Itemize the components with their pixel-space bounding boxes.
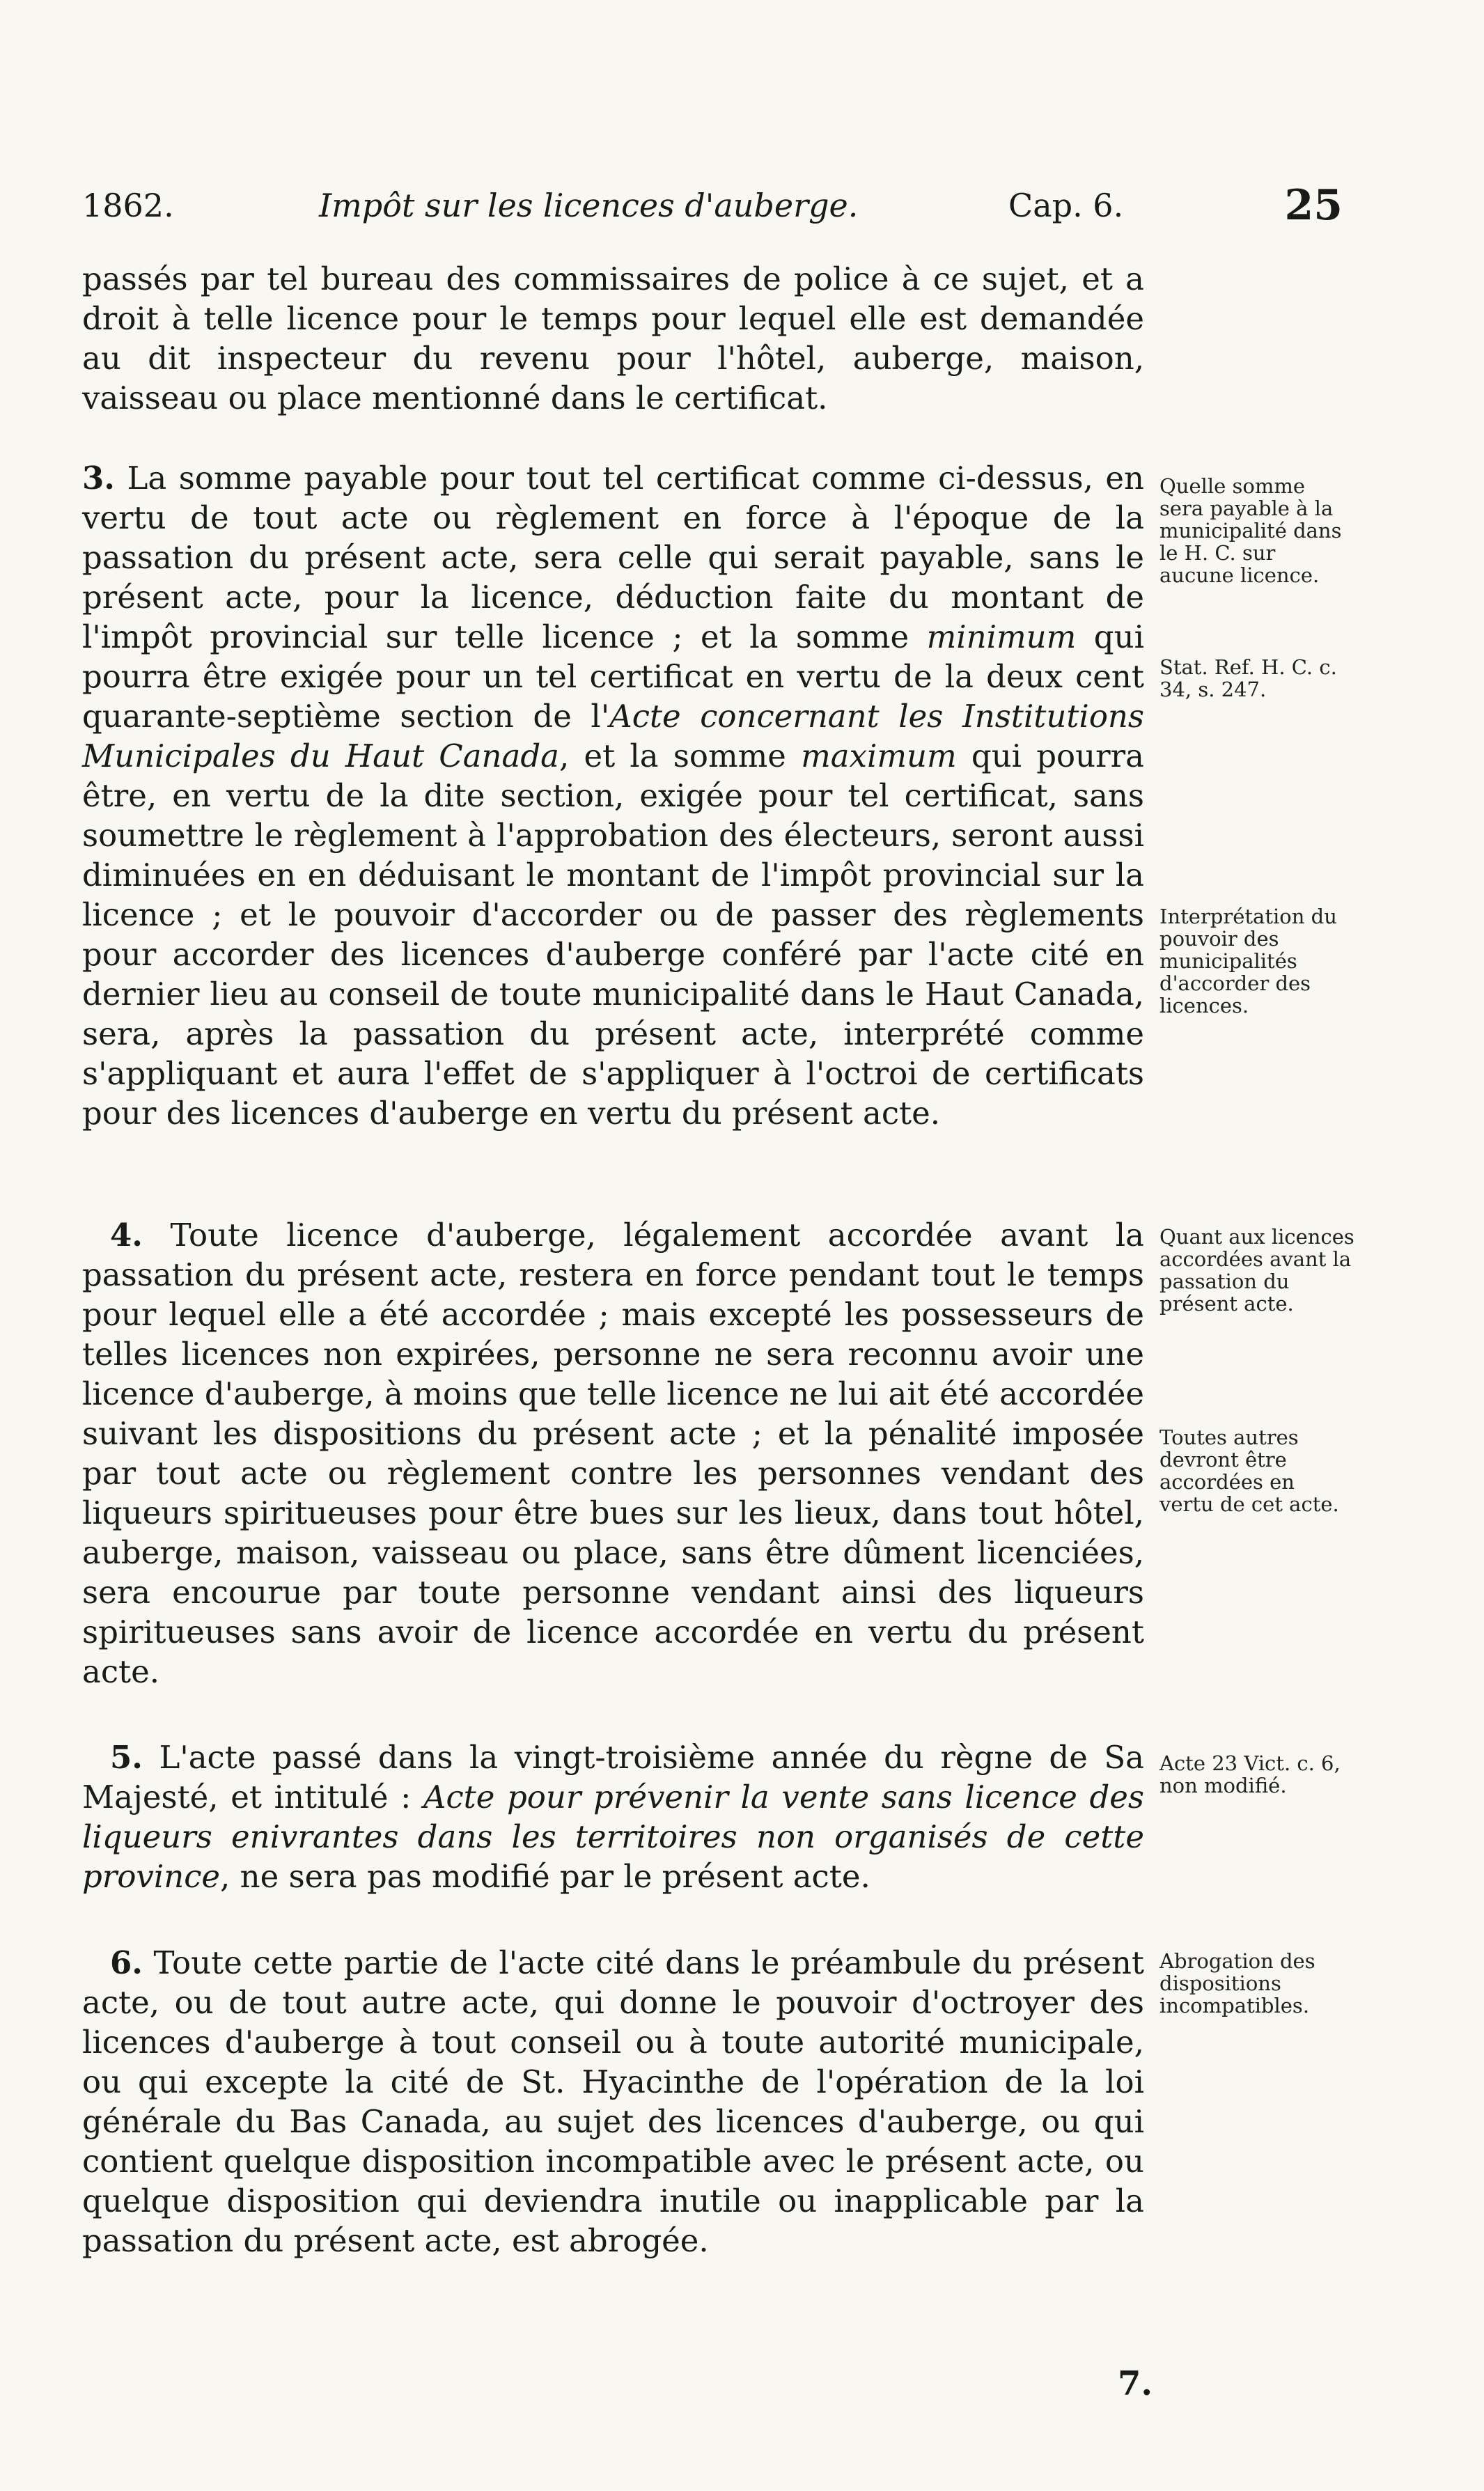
margin-note-stat-ref: Stat. Ref. H. C. c. 34, s. 247. xyxy=(1159,655,1337,701)
margin-note-quelle-somme: Quelle somme sera payable à la municipalité dans le H. C. sur aucune licence. xyxy=(1159,474,1342,587)
margin-note-interpretation: Interprétation du pouvoir des municipalités d'accorder des licences. xyxy=(1159,905,1337,1017)
section-number-3: 3. xyxy=(82,460,115,497)
margin-note-acte-23: Acte 23 Vict. c. 6, non modifié. xyxy=(1159,1751,1341,1797)
section-number-6: 6. xyxy=(110,1944,143,1981)
paragraph-3-text xyxy=(82,458,1144,1133)
section-number-4: 4. xyxy=(110,1217,143,1254)
paragraph-3-maximum: maximum xyxy=(801,737,957,774)
paragraph-6-text xyxy=(82,1943,1144,2260)
paragraph-3 xyxy=(82,458,1144,1133)
header-title: Impôt sur les licences d'auberge. xyxy=(319,187,859,224)
header-page-number: 25 xyxy=(1284,181,1343,230)
paragraph-intro-text: passés par tel bureau des commissaires de police à ce sujet, et a droit à telle licence pour le temps pour lequel elle est demandée au dit inspecteur du revenu pour l'hôtel, auberge, maison, vaisseau ou place mentionné dans le certificat. xyxy=(82,260,1144,416)
paragraph-4 xyxy=(82,1215,1144,1692)
header-year: 1862. xyxy=(82,187,174,224)
paragraph-4-body: Toute licence d'auberge, légalement accordée avant la passation du présent acte, restera en force pendant tout le temps pour lequel elle a été accordée ; mais excepté les possesseurs de telles licences non expirées, personne ne sera reconnu avoir une licence d'auberge, à moins que telle licence ne lui ait été accordée suivant les dispositions du présent acte ; et la pénalité imposée par tout acte ou règlement contre les personnes vendant des liqueurs spiritueuses pour être bues sur les lieux, dans tout hôtel, auberge, maison, vaisseau ou place, sans être dûment licenciées, sera encourue par toute personne vendant ainsi des liqueurs spiritueuses sans avoir de licence accordée en vertu du présent acte. xyxy=(82,1217,1144,1690)
paragraph-4-text xyxy=(82,1215,1144,1692)
paragraph-3-acte-title: Acte concernant les Institutions Municipales du Haut Canada xyxy=(82,698,1144,774)
page-header xyxy=(82,178,1343,233)
paragraph-6-body: Toute cette partie de l'acte cité dans le préambule du présent acte, ou de tout autre acte, qui donne le pouvoir d'octroyer des licences d'auberge à tout conseil ou à toute autorité municipale, ou qui excepte la cité de St. Hyacinthe de l'opération de la loi générale du Bas Canada, au sujet des licences d'auberge, ou qui contient quelque disposition incompatible avec le présent acte, ou quelque disposition qui deviendra inutile ou inapplicable par la passation du présent acte, est abrogée. xyxy=(82,1944,1144,2259)
margin-note-quant-aux: Quant aux licences accordées avant la passation du présent acte. xyxy=(1159,1225,1354,1315)
margin-note-toutes-autres: Toutes autres devront être accordées en vertu de cet acte. xyxy=(1159,1426,1339,1516)
paragraph-5-part2: , ne sera pas modifié par le présent acte. xyxy=(220,1858,870,1895)
paragraph-3-part4: qui pourra être, en vertu de la dite section, exigée pour tel certificat, sans soumettre le règlement à l'approbation des électeurs, seront aussi diminuées en en déduisant le montant de l'impôt provincial sur la licence ; et le pouvoir d'accorder ou de passer des règlements pour accorder des licences d'auberge conféré par l'acte cité en dernier lieu au conseil de toute municipalité dans le Haut Canada, sera, après la passation du présent acte, interprété comme s'appliquant et aura l'effet de s'appliquer à l'octroi de certificats pour des licences d'auberge en vertu du présent acte. xyxy=(82,737,1144,1132)
catchword: 7. xyxy=(1118,2364,1153,2403)
paragraph-intro xyxy=(82,259,1144,418)
paragraph-3-part3: , et la somme xyxy=(559,737,802,774)
paragraph-3-part1: La somme payable pour tout tel certificat comme ci-dessus, en vertu de tout acte ou règlement en force à l'époque de la passation du présent acte, sera celle qui serait payable, sans le présent acte, pour la licence, déduction faite du montant de l'impôt provincial sur telle licence ; et la somme xyxy=(82,460,1144,655)
paragraph-5 xyxy=(82,1738,1144,1896)
paragraph-3-part2: qui pourra être exigée pour un tel certificat en vertu de la deux cent quarante-septième section de l' xyxy=(82,618,1144,735)
paragraph-5-text xyxy=(82,1738,1144,1896)
paragraph-3-minimum: minimum xyxy=(926,618,1077,655)
paragraph-5-part1: L'acte passé dans la vingt-troisième année du règne de Sa Majesté, et intitulé : xyxy=(82,1739,1144,1815)
section-number-5: 5. xyxy=(110,1739,143,1776)
paragraph-5-acte-title: Acte pour prévenir la vente sans licence des liqueurs enivrantes dans les territoires non organisés de cette province xyxy=(82,1779,1144,1895)
paragraph-6 xyxy=(82,1943,1144,2260)
margin-note-abrogation: Abrogation des dispositions incompatibles. xyxy=(1159,1949,1315,2017)
header-chapter: Cap. 6. xyxy=(1008,187,1124,224)
